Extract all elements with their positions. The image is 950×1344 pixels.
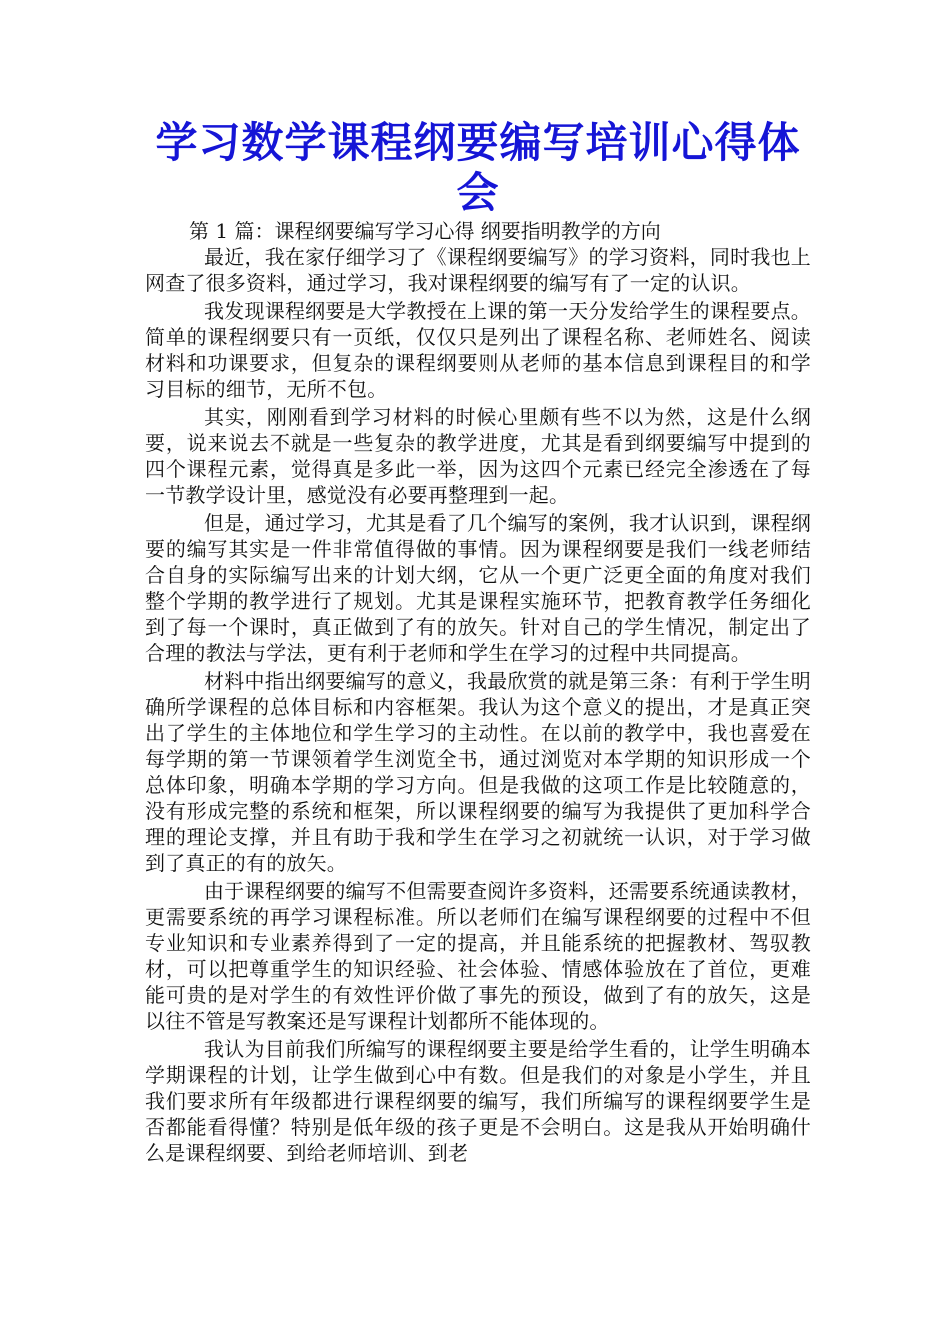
document-title: 学习数学课程纲要编写培训心得体会 — [155, 118, 801, 217]
paragraph-3: 其实，刚刚看到学习材料的时候心里颇有些不以为然，这是什么纲要，说来说去不就是一些复杂的教学进度，尤其是看到纲要编写中提到的四个课程元素，觉得真是多此一举，因为这四个元素已经完全渗透在了每一节教学设计里，感觉没有必要再整理到一起。 — [145, 405, 811, 507]
paragraph-5: 材料中指出纲要编写的意义，我最欣赏的就是第三条：有利于学生明确所学课程的总体目标和内容框架。我认为这个意义的提出，才是真正突出了学生的主体地位和学生学习的主动性。在以前的教学中，我也喜爱在每学期的第一节课领着学生浏览全书，通过浏览对本学期的知识形成一个总体印象，明确本学期的学习方向。但是我做的这项工作是比较随意的，没有形成完整的系统和框架，所以课程纲要的编写为我提供了更加科学合理的理论支撑，并且有助于我和学生在学习之初就统一认识，对于学习做到了真正的有的放矢。 — [145, 669, 811, 875]
document-subtitle: 第 1 篇：课程纲要编写学习心得 纲要指明教学的方向 — [189, 219, 661, 243]
paragraph-1: 最近，我在家仔细学习了《课程纲要编写》的学习资料，同时我也上网查了很多资料，通过学习，我对课程纲要的编写有了一定的认识。 — [145, 245, 811, 295]
paragraph-4: 但是，通过学习，尤其是看了几个编写的案例，我才认识到，课程纲要的编写其实是一件非常值得做的事情。因为课程纲要是我们一线老师结合自身的实际编写出来的计划大纲，它从一个更广泛更全面的角度对我们整个学期的教学进行了规划。尤其是课程实施环节，把教育教学任务细化到了每一个课时，真正做到了有的放矢。针对自己的学生情况，制定出了合理的教法与学法，更有利于老师和学生在学习的过程中共同提高。 — [145, 511, 811, 665]
document-page — [145, 118, 811, 1168]
paragraph-7: 我认为目前我们所编写的课程纲要主要是给学生看的，让学生明确本学期课程的计划，让学生做到心中有数。但是我们的对象是小学生，并且我们要求所有年级都进行课程纲要的编写，我们所编写的课程纲要学生是否都能看得懂？特别是低年级的孩子更是不会明白。这是我从开始明确什么是课程纲要、到给老师培训、到老 — [145, 1037, 811, 1165]
paragraph-6: 由于课程纲要的编写不但需要查阅许多资料，还需要系统通读教材，更需要系统的再学习课程标准。所以老师们在编写课程纲要的过程中不但专业知识和专业素养得到了一定的提高，并且能系统的把握教材、驾驭教材，可以把尊重学生的知识经验、社会体验、情感体验放在了首位，更难能可贵的是对学生的有效性评价做了事先的预设，做到了有的放矢，这是以往不管是写教案还是写课程计划都所不能体现的。 — [145, 879, 811, 1033]
paragraph-2: 我发现课程纲要是大学教授在上课的第一天分发给学生的课程要点。简单的课程纲要只有一页纸，仅仅只是列出了课程名称、老师姓名、阅读材料和功课要求，但复杂的课程纲要则从老师的基本信息到课程目的和学习目标的细节，无所不包。 — [145, 299, 811, 401]
